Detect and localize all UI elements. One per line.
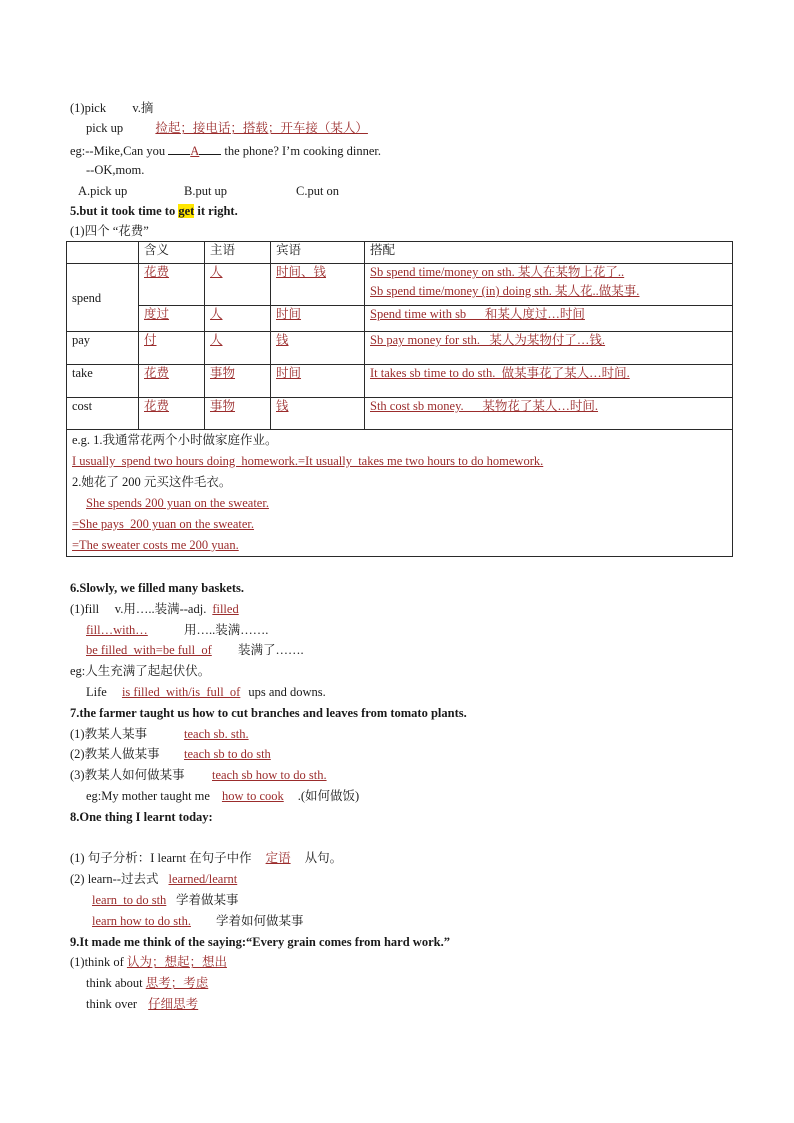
meaning-text: 花费: [144, 366, 170, 380]
spend-comparison-table: [66, 241, 733, 557]
option-a: A.pick up: [78, 184, 128, 198]
think-over-answer: 仔细思考: [148, 997, 199, 1011]
teach-3-label: (3)教某人如何做某事: [70, 768, 185, 782]
object-text: 时间: [276, 366, 302, 380]
fill-definition: (1)fill v.用…..装满--adj.: [70, 602, 207, 616]
example-answer: A: [190, 144, 200, 158]
table-header-row: [67, 242, 733, 264]
example-2: 2.她花了 200 元买这件毛衣。: [72, 475, 232, 489]
object-cell: [271, 264, 365, 306]
learn-how-answer: learn how to do sth.: [92, 914, 191, 928]
teach-1-answer: teach sb. sth.: [184, 727, 249, 741]
pickup-example: [70, 141, 381, 159]
header-cell: 宾语: [271, 242, 365, 264]
usage-text: Sb spend time/money (in) doing sth. 某人花..做某事.: [370, 284, 640, 298]
be-filled-meaning: 装满了…….: [238, 643, 304, 657]
teach-example-suffix: .(如何做饭): [297, 789, 360, 803]
example-prefix: eg:--Mike,Can you: [70, 144, 166, 158]
example-2-answer-c: =The sweater costs me 200 yuan.: [72, 538, 239, 552]
header-cell: 搭配: [365, 242, 733, 264]
life-prefix: Life: [86, 685, 107, 699]
life-suffix: ups and downs.: [248, 685, 326, 699]
object-cell: [271, 306, 365, 332]
analysis-suffix: 从句。: [304, 851, 343, 865]
object-cell: [271, 398, 365, 430]
blank-line: [168, 141, 190, 155]
option-b: B.put up: [184, 184, 228, 198]
meaning-text: 度过: [144, 307, 170, 321]
table-row: [67, 332, 733, 365]
life-line: [86, 684, 326, 700]
pick-line: [70, 100, 153, 116]
example-2-answer-a: She spends 200 yuan on the sweater.: [86, 496, 269, 510]
usage-text: Spend time with sb 和某人度过…时间: [370, 307, 585, 321]
life-answer: is filled with/is full of: [121, 685, 241, 699]
subject-cell: [205, 306, 271, 332]
table-row: [67, 306, 733, 332]
usage-text: Sb spend time/money on sth. 某人在某物上花了..: [370, 265, 625, 279]
table-row: [67, 398, 733, 430]
teach-2-answer: teach sb to do sth: [184, 747, 271, 761]
teach-3-answer: teach sb how to do sth.: [212, 768, 327, 782]
think-of-line: [70, 954, 227, 970]
verb-cell: spend: [67, 264, 139, 332]
meaning-cell: [139, 332, 205, 365]
think-of-term: (1)think of: [70, 955, 124, 969]
meaning-cell: [139, 306, 205, 332]
pickup-answer: 捡起；接电话；搭载；开车接（某人）: [155, 121, 368, 135]
section-6-title: 6.Slowly, we filled many baskets.: [70, 581, 244, 595]
usage-text: Sb pay money for sth. 某人为某物付了…钱.: [370, 333, 606, 347]
object-text: 钱: [276, 333, 289, 347]
learn-how-line: [86, 913, 304, 929]
section-7-title: 7.the farmer taught us how to cut branches and leaves from tomato plants.: [70, 706, 467, 720]
fill-adj-answer: filled: [212, 602, 239, 616]
header-cell: 主语: [205, 242, 271, 264]
think-over-term: think over: [86, 997, 138, 1011]
table-row: [67, 365, 733, 398]
teach-example: [86, 788, 359, 804]
examples-cell: [67, 430, 733, 557]
subject-cell: [205, 365, 271, 398]
verb-cell: take: [67, 365, 139, 398]
teach-1-label: (1)教某人某事: [70, 727, 148, 741]
be-filled-answer: be filled with=be full of: [86, 643, 212, 657]
pickup-line: [86, 120, 368, 136]
learnt-analysis-line: [70, 850, 342, 866]
usage-cell: [365, 365, 733, 398]
meaning-text: 花费: [144, 265, 170, 279]
examples-row: [67, 430, 733, 557]
usage-text: Sth cost sb money. 某物花了某人…时间.: [370, 399, 599, 413]
section-5-title: [70, 203, 238, 219]
subject-cell: [205, 332, 271, 365]
subject-text: 事物: [210, 366, 236, 380]
teach-line-2: [70, 746, 271, 762]
subject-text: 人: [210, 307, 223, 321]
think-about-line: [86, 975, 208, 991]
section-5-subtitle: (1)四个 “花费”: [70, 224, 149, 238]
be-filled-line: [70, 642, 304, 658]
subject-cell: [205, 398, 271, 430]
think-about-term: think about: [86, 976, 143, 990]
section-9-title: 9.It made me think of the saying:“Every grain comes from hard work.”: [70, 935, 450, 949]
fill-example: eg:人生充满了起起伏伏。: [70, 664, 211, 678]
pick-pos: v.摘: [132, 101, 154, 115]
learn-to-line: [86, 892, 239, 908]
section-8-title: 8.One thing I learnt today:: [70, 810, 213, 824]
fill-with-line: [70, 622, 268, 638]
learn-how-meaning: 学着如何做某事: [216, 914, 304, 928]
example-1-answer: I usually spend two hours doing homework.=It usually takes me two hours to do homework.: [72, 454, 544, 468]
meaning-cell: [139, 398, 205, 430]
analysis-answer: 定语: [265, 851, 291, 865]
object-text: 时间、钱: [276, 265, 327, 279]
header-cell: 含义: [139, 242, 205, 264]
section-5-title-post: it right.: [194, 204, 238, 218]
meaning-cell: [139, 365, 205, 398]
blank-line: [199, 141, 221, 155]
think-about-answer: 思考；考虑: [145, 976, 209, 990]
fill-line: [70, 601, 268, 617]
teach-example-answer: how to cook: [221, 789, 284, 803]
example-1: e.g. 1.我通常花两个小时做家庭作业。: [72, 433, 278, 447]
learn-past-answer: learned/learnt: [168, 872, 238, 886]
object-cell: [271, 332, 365, 365]
teach-line-3: [70, 767, 327, 783]
learn-past-prefix: (2) learn--过去式: [70, 872, 159, 886]
option-c: C.put on: [296, 184, 340, 198]
pickup-term: pick up: [86, 121, 124, 135]
learn-past-line: [70, 871, 239, 887]
meaning-text: 花费: [144, 399, 170, 413]
example-reply: --OK,mom.: [86, 163, 145, 177]
verb-cell: pay: [67, 332, 139, 365]
teach-example-prefix: eg:My mother taught me: [86, 789, 210, 803]
verb-cell: cost: [67, 398, 139, 430]
learn-to-answer: learn to do sth: [92, 893, 167, 907]
example-2-answer-b: =She pays 200 yuan on the sweater.: [72, 517, 255, 531]
highlighted-word: get: [178, 204, 195, 218]
pick-number: (1)pick: [70, 101, 107, 115]
subject-text: 事物: [210, 399, 236, 413]
usage-cell: [365, 306, 733, 332]
analysis-prefix: (1) 句子分析：I learnt 在句子中作: [70, 851, 252, 865]
usage-cell: [365, 264, 733, 306]
header-blank-cell: [67, 242, 139, 264]
think-over-line: [86, 996, 204, 1012]
teach-2-label: (2)教某人做某事: [70, 747, 160, 761]
object-cell: [271, 365, 365, 398]
subject-text: 人: [210, 333, 223, 347]
subject-cell: [205, 264, 271, 306]
table-row: [67, 264, 733, 306]
meaning-text: 付: [144, 333, 157, 347]
fill-with-answer: fill…with…: [86, 623, 148, 637]
usage-cell: [365, 332, 733, 365]
usage-cell: [365, 398, 733, 430]
learn-to-meaning: 学着做某事: [176, 893, 239, 907]
object-text: 时间: [276, 307, 302, 321]
object-text: 钱: [276, 399, 289, 413]
teach-line-1: [70, 726, 249, 742]
section-5-title-pre: 5.but it took time to: [70, 204, 179, 218]
subject-text: 人: [210, 265, 223, 279]
think-of-answer: 认为；想起；想出: [126, 955, 227, 969]
example-suffix: the phone? I’m cooking dinner.: [224, 144, 381, 158]
usage-text: It takes sb time to do sth. 做某事花了某人…时间.: [370, 366, 630, 380]
fill-with-meaning: 用…..装满…….: [184, 623, 269, 637]
meaning-cell: [139, 264, 205, 306]
